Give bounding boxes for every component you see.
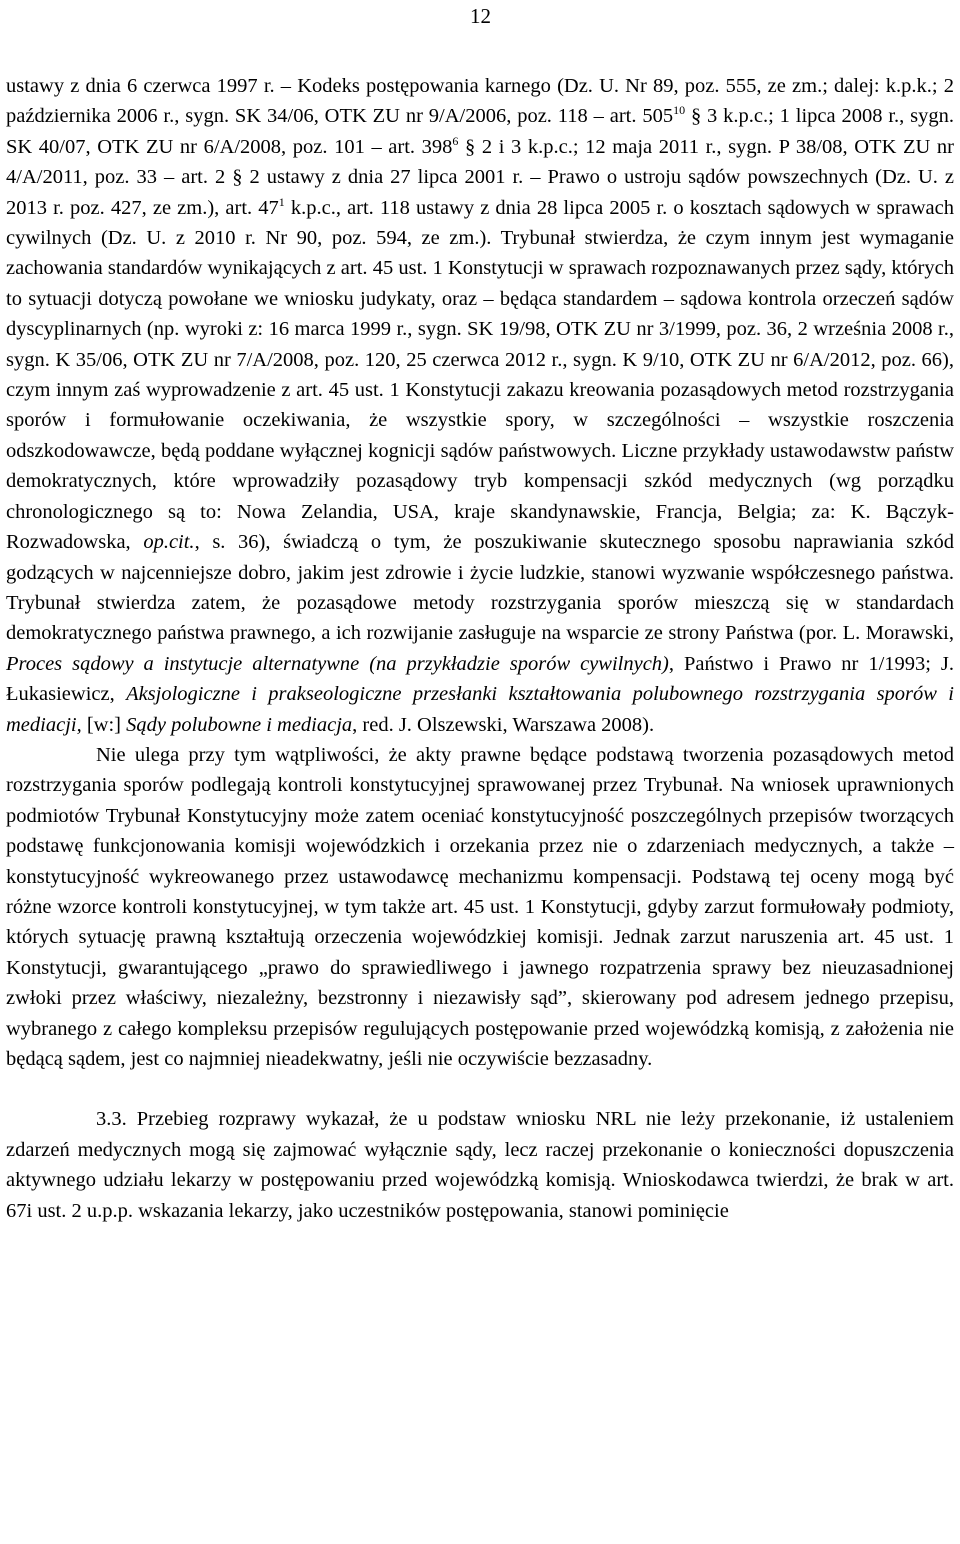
page-number: 12 (470, 4, 491, 28)
text-segment: , Państwo i Prawo nr 1/1993; J. Łukasiewicz, (6, 652, 954, 706)
italic-text: Aksjologiczne i prakseologiczne przesłanki kształtowania polubownego rozstrzygania sporów i mediacji, (6, 683, 954, 736)
superscript: 6 (452, 133, 459, 148)
text-segment: ustawy z dnia 6 czerwca 1997 r. – Kodeks postępowania karnego (Dz. U. Nr 89, poz. 555, ze zm.; dalej: k.p.k.; 2 października 2006 r., sygn. SK 34/06, OTK ZU nr 9/A/2006, poz. 118 – art. 505 (6, 75, 954, 128)
text-segment: [w:] (81, 713, 127, 736)
superscript: 10 (673, 103, 686, 118)
text-segment: k.p.c., art. 118 ustawy z dnia 28 lipca 2005 r. o kosztach sądowych w sprawach cywilnych (Dz. U. z 2010 r. Nr 90, poz. 594, ze zm.). Trybunał stwierdza, że czym innym jest wymaganie zachowania standardów wynikających z art. 45 ust. 1 Konstytucji w sprawach rozpoznawanych przez sądy, których to sytuacji dotyczą powołane we wniosku judykaty, oraz – będąca standardem – sądowa kontrola orzeczeń sądów dyscyplinarnych (np. wyroki z: 16 marca 1999 r., sygn. SK 19/98, OTK ZU nr 3/1999, poz. 36, 2 września 2008 r., sygn. K 35/06, OTK ZU nr 7/A/2008, poz. 120, 25 czerwca 2012 r., sygn. K 9/10, OTK ZU nr 6/A/2012, poz. 66), czym innym zaś wyprowadzenie z art. 45 ust. 1 Konstytucji zakazu kreowania pozasądowych metod rozstrzygania sporów i formułowanie oczekiwania, że wszystkie spory, w szczególności – wszystkie roszczenia odszkodowawcze, będą poddane wyłącznej kognicji sądów państwowych. Liczne przykłady ustawodawstw państw demokratycznych, które wprowadziły pozasądowy tryb kompensacji szkód medycznych (wg porządku chronologicznego są to: Nowa Zelandia, USA, kraje skandynawskie, Francja, Belgia; za: K. Bączyk-Rozwadowska, (6, 196, 955, 554)
text-segment: , red. J. Olszewski, Warszawa 2008). (352, 713, 655, 736)
text-segment: Nie ulega przy tym wątpliwości, że akty prawne będące podstawą tworzenia pozasądowych metod rozstrzygania sporów podlegają kontroli konstytucyjnej sprawowanej przez Trybunał. Na wniosek uprawnionych podmiotów Trybunał Konstytucyjny może zatem oceniać konstytucyjność poszczególnych przepisów tworzących podstawę funkcjonowania komisji wojewódzkich i orzekania przez nie o zdarzeniach medycznych, a także – konstytucyjność wykreowanego przez ustawodawcę mechanizmu kompensacji. Podstawą tej oceny mogą być różne wzorce kontroli konstytucyjnej, w tym także art. 45 ust. 1 Konstytucji, gdyby zarzut formułowały podmioty, których sytuację prawną kształtują orzeczenia wojewódzkiej komisji. Jednak zarzut naruszenia art. 45 ust. 1 Konstytucji, gwarantującego „prawo do sprawiedliwego i jawnego rozpatrzenia sprawy bez nieuzasadnionej zwłoki przez właściwy, niezależny, bezstronny i niezawisły sąd”, skierowany pod adresem jednego przepisu, wybranego z całego kompleksu przepisów regulujących postępowanie przed wojewódzką komisją, z założenia nie będącą sądem, jest co najmniej nieadekwatny, jeśli nie oczywiście bezzasadny. (6, 743, 954, 1070)
text-segment: , s. 36), świadczą o tym, że poszukiwanie skutecznego sposobu naprawiania szkód godzących w najcenniejsze dobro, jakim jest zdrowie i życie ludzkie, stanowi wyzwanie współczesnego państwa. Trybunał stwierdza zatem, że pozasądowe metody rozstrzygania sporów mieszczą się w standardach demokratycznego państwa prawnego, a ich rozwijanie zasługuje na wsparcie ze strony Państwa (por. L. Morawski, (6, 531, 954, 645)
document-body (6, 71, 954, 1226)
italic-text: Sądy polubowne i mediacja (126, 713, 353, 736)
paragraph-3 (6, 1104, 954, 1226)
italic-text: Proces sądowy a instytucje alternatywne (na przykładzie sporów cywilnych) (6, 652, 669, 675)
paragraph-2 (6, 740, 954, 1074)
paragraph-1 (6, 71, 954, 740)
superscript: 1 (278, 194, 285, 209)
text-segment: 3.3. Przebieg rozprawy wykazał, że u podstaw wniosku NRL nie leży przekonanie, iż ustaleniem zdarzeń medycznych mogą się zajmować wyłącznie sądy, lecz raczej przekonanie o konieczności dopuszczenia aktywnego udziału lekarzy w postępowaniu przed wojewódzką komisją. Wnioskodawca twierdzi, że brak w art. 67i ust. 2 u.p.p. wskazania lekarzy, jako uczestników postępowania, stanowi pominięcie (6, 1108, 954, 1222)
text-segment: § 3 k.p.c.; 1 lipca 2008 r., sygn. SK 40/07, OTK ZU nr 6/A/2008, poz. 101 – art. 398 (6, 105, 954, 158)
italic-text: op.cit. (143, 531, 195, 554)
text-segment: § 2 i 3 k.p.c.; 12 maja 2011 r., sygn. P 38/08, OTK ZU nr 4/A/2011, poz. 33 – art. 2 § 2 ustawy z dnia 27 lipca 2001 r. – Prawo o ustroju sądów powszechnych (Dz. U. z 2013 r. poz. 427, ze zm.), art. 47 (6, 135, 954, 219)
